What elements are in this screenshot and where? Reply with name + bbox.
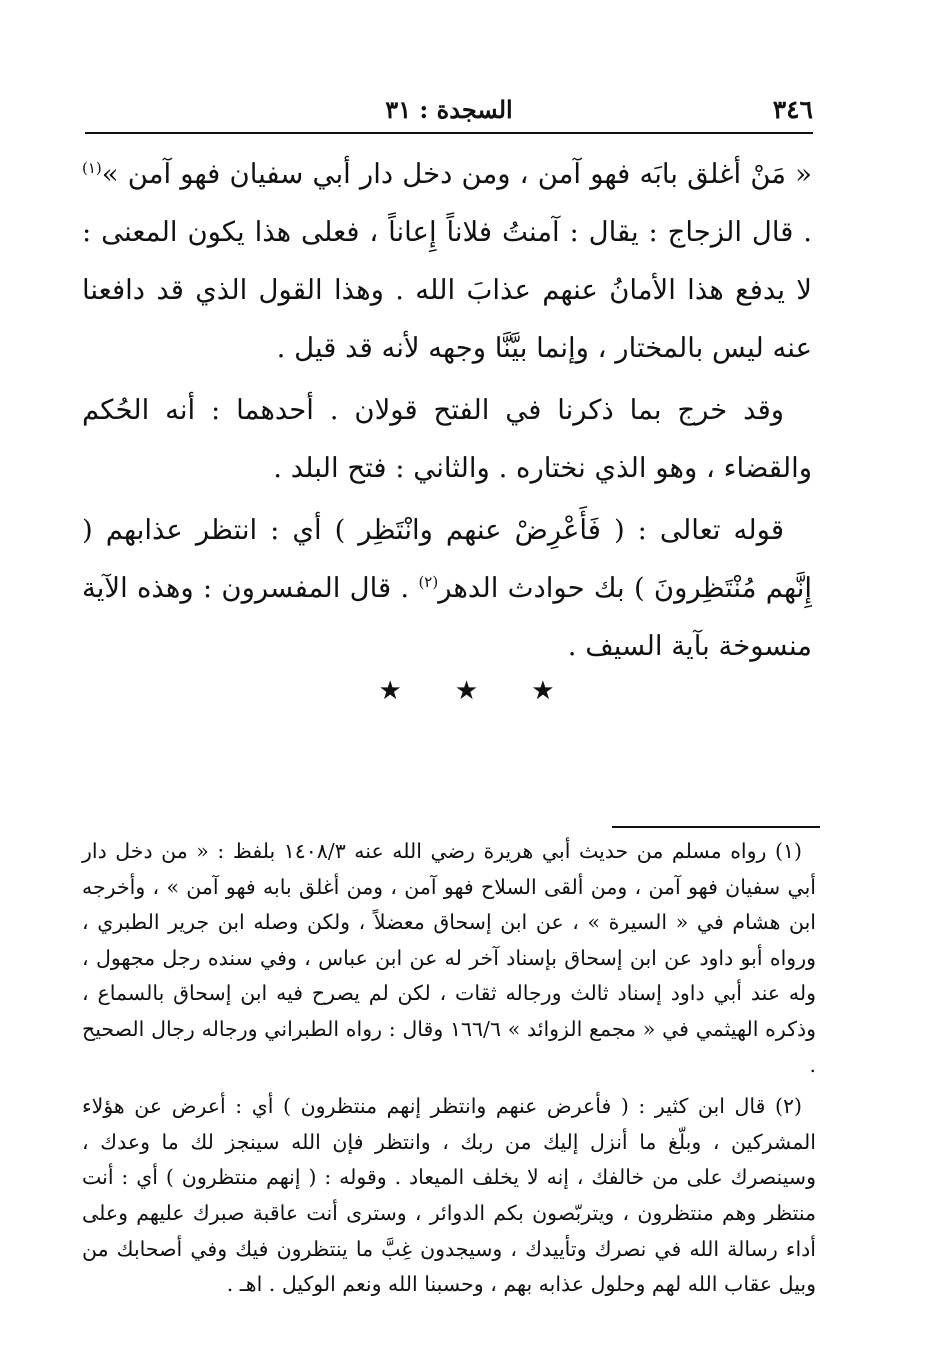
star-icon: ★ <box>454 676 479 706</box>
footnote-divider <box>612 826 820 828</box>
paragraph-3 <box>82 501 812 675</box>
paragraph-1-text: « مَنْ أغلق بابَه فهو آمن ، ومن دخل دار أبي سفيان فهو آمن » <box>101 158 812 190</box>
main-text <box>82 145 812 675</box>
section-separator <box>0 676 933 706</box>
footnote-ref-1[interactable]: (١) <box>82 158 102 177</box>
paragraph-1 <box>82 145 812 377</box>
paragraph-3-text: قوله تعالى : ( فَأَعْرِضْ عنهم وانْتَظِر ) أي : انتظر عذابهم ( إِنَّهم مُنْتَظِرونَ ) بك حوادث الدهر <box>82 514 812 604</box>
paragraph-3-continued: . قال المفسرون : وهذه الآية منسوخة بآية السيف . <box>82 572 812 662</box>
paragraph-2: وقد خرج بما ذكرنا في الفتح قولان . أحدهما : أنه الحُكم والقضاء ، وهو الذي نختاره . والثاني : فتح البلد . <box>82 394 812 484</box>
footnote-ref-2[interactable]: (٢) <box>418 572 439 591</box>
running-title: السجدة : ٣١ <box>385 95 513 124</box>
star-icon: ★ <box>378 676 402 706</box>
page-header <box>85 92 813 134</box>
page-number: ٣٤٦ <box>772 95 813 124</box>
star-icon: ★ <box>531 676 555 706</box>
footnote-1: (١) رواه مسلم من حديث أبي هريرة رضي الله عنه ١٤٠٨/٣ بلفظ : « من دخل دار أبي سفيان فهو آمن ، ومن ألقى السلاح فهو آمن ، ومن أغلق بابه فهو آمن » ، وأخرجه ابن هشام في « السيرة » ، عن ابن إسحاق معضلاً ، ولكن وصله ابن جرير الطبري ، ورواه أبو داود عن ابن إسحاق بإسناد آخر له عن ابن عباس ، وفي سنده رجل مجهول ، وله عند أبي داود إسناد ثالث ورجاله ثقات ، لكن لم يصرح فيه ابن إسحاق بالسماع ، وذكره الهيثمي في « مجمع الزوائد » ١٦٦/٦ وقال : رواه الطبراني ورجاله رجال الصحيح . <box>82 839 816 1077</box>
footnotes <box>82 834 816 1303</box>
paragraph-1-continued: . قال الزجاج : يقال : آمنتُ فلاناً إِعاناً ، فعلى هذا يكون المعنى : لا يدفع هذا الأمانُ عنهم عذابَ الله . وهذا القول الذي قد دافعنا عنه ليس بالمختار ، وإنما بيَّنَّا وجهه لأنه قد قيل . <box>82 216 812 364</box>
footnote-2: (٢) قال ابن كثير : ( فأعرض عنهم وانتظر إنهم منتظرون ) أي : أعرض عن هؤلاء المشركين ، وبلّغ ما أنزل إليك من ربك ، وانتظر فإن الله سينجز لك ما وعدك ، وسينصرك على من خالفك ، إنه لا يخلف الميعاد . وقوله : ( إنهم منتظرون ) أي : أنت منتظر وهم منتظرون ، ويتربّصون بكم الدوائر ، وسترى أنت عاقبة صبرك عليهم وعلى أداء رسالة الله في نصرك وتأييدك ، وسيجدون غِبَّ ما ينتظرون فيك وفي أصحابك من وبيل عقاب الله لهم وحلول عذابه بهم ، وحسبنا الله ونعم الوكيل . اهـ . <box>82 1094 816 1297</box>
